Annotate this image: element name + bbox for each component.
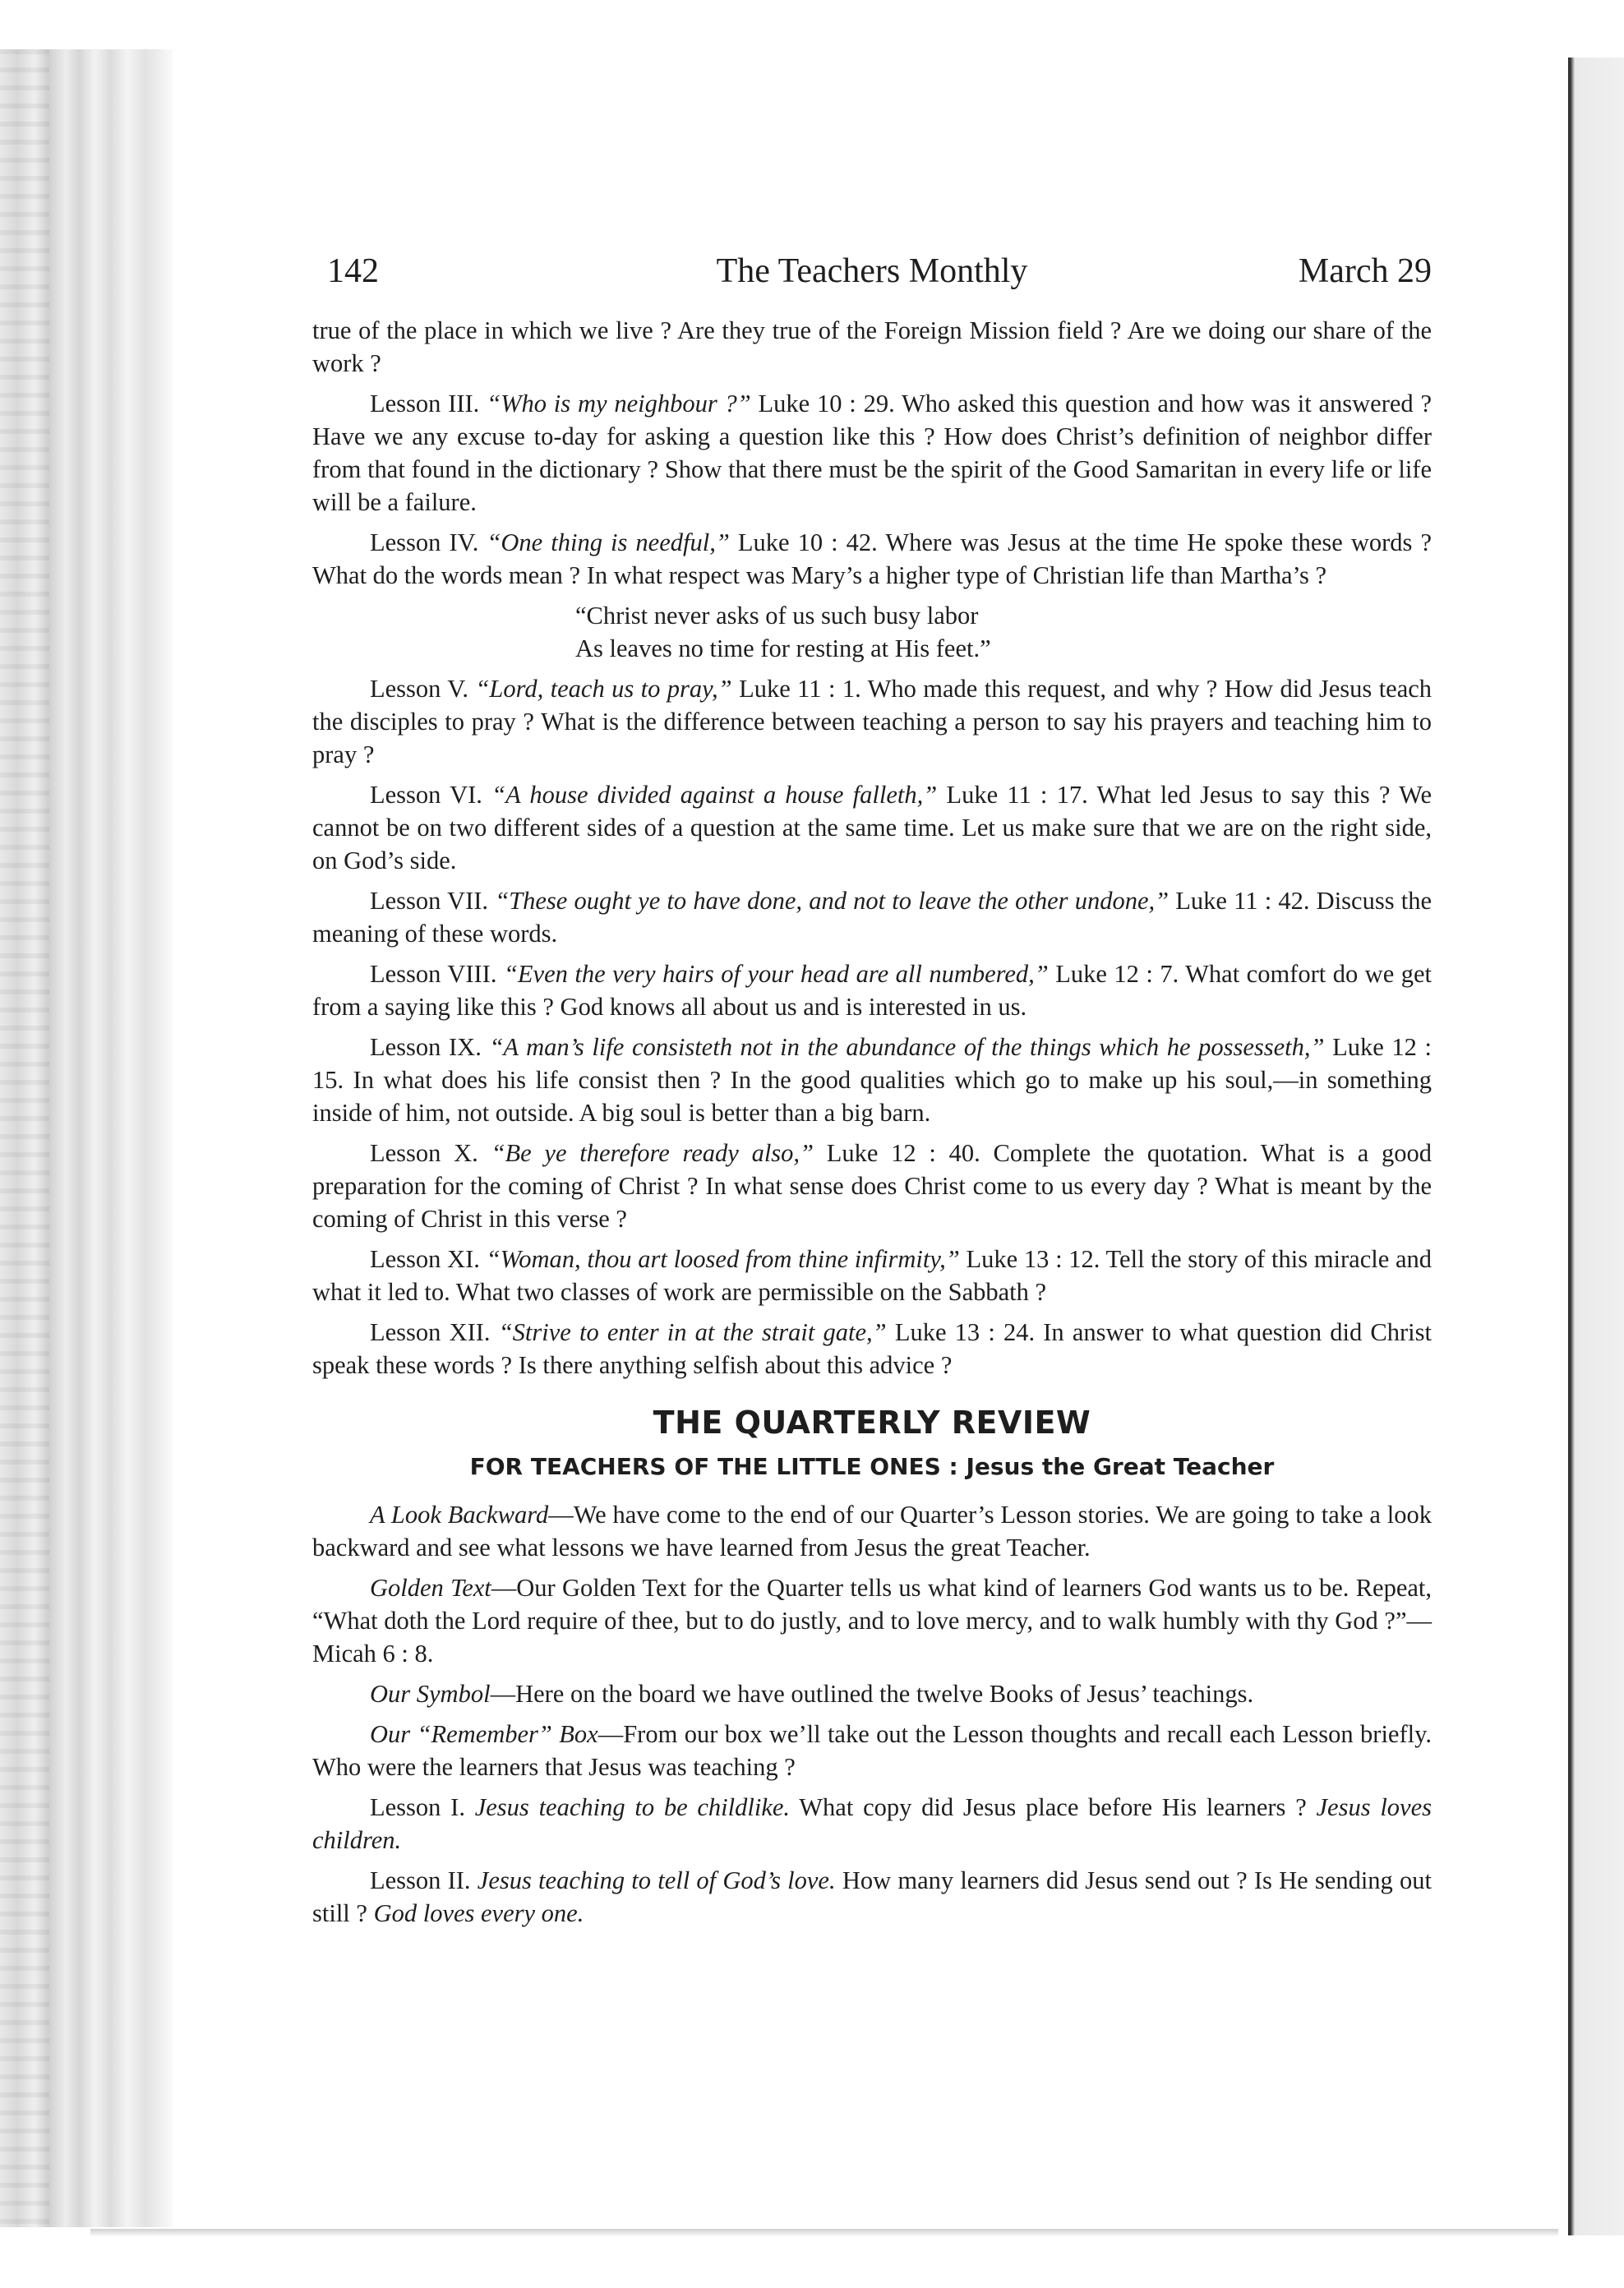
lesson-takeaway: God loves every one. bbox=[373, 1899, 584, 1927]
article-body bbox=[312, 314, 1432, 1930]
page-content bbox=[312, 247, 1432, 1937]
lesson-text: Luke 12 : 15. In what does his life consist then ? In the good qualities which go to make up his soul,—in something inside of him, not outside. A big soul is better than a big barn. bbox=[312, 1033, 1433, 1127]
review-lesson bbox=[312, 1791, 1432, 1857]
review-text: —Our Golden Text for the Quarter tells us what kind of learners God wants us to be. Repeat, “What doth the Lord require of thee, but to do justly, and to love mercy, and to walk humbly with thy God ?”—Micah 6 : 8. bbox=[312, 1574, 1432, 1668]
lesson-paragraph bbox=[312, 778, 1432, 877]
lesson-quote: “A man’s life consisteth not in the abundance of the things which he possesseth,” bbox=[489, 1033, 1325, 1061]
lesson-label: Lesson V. bbox=[370, 675, 468, 703]
review-heading: Our “Remember” Box bbox=[370, 1720, 598, 1748]
lesson-takeaway: Jesus loves children. bbox=[312, 1793, 1432, 1854]
lesson-quote: “These ought ye to have done, and not to leave the other undone,” bbox=[495, 887, 1170, 915]
book-edge-bottom bbox=[90, 2229, 1558, 2237]
lesson-paragraph bbox=[312, 1137, 1432, 1235]
lesson-quote: “Lord, teach us to pray,” bbox=[475, 675, 732, 703]
lesson-quote: “Who is my neighbour ?” bbox=[487, 390, 751, 417]
lesson-text: How many learners did Jesus send out ? Is He sending out still ? bbox=[312, 1866, 1432, 1927]
lesson-label: Lesson VI. bbox=[370, 781, 482, 809]
section-title: THE QUARTERLY REVIEW bbox=[653, 1405, 1091, 1441]
lesson-text: Luke 11 : 42. Discuss the meaning of these words. bbox=[312, 887, 1433, 948]
lesson-quote: “A house divided against a house falleth,” bbox=[491, 781, 938, 809]
lesson-text: Luke 10 : 29. Who asked this question and how was it answered ? Have we any excuse to-day for asking a question like this ? How does Christ’s definition of neighbor differ from that found in the dictionary ? Show that there must be the spirit of the Good Samaritan in every life or life will be a failure. bbox=[312, 390, 1433, 516]
lesson-topic: Jesus teaching to be childlike. bbox=[474, 1793, 791, 1821]
lesson-text: Luke 12 : 40. Complete the quotation. What is a good preparation for the coming of Christ ? In what sense does Christ come to us every day ? What is meant by the coming of Christ in this verse ? bbox=[312, 1139, 1433, 1233]
poem-quote bbox=[575, 599, 1432, 665]
lesson-label: Lesson XI. bbox=[370, 1245, 480, 1273]
lesson-paragraph bbox=[312, 884, 1432, 950]
lesson-paragraph bbox=[312, 672, 1432, 771]
book-edge-shadow bbox=[0, 49, 49, 2227]
review-paragraph bbox=[312, 1498, 1432, 1564]
review-lesson bbox=[312, 1864, 1432, 1930]
journal-title: The Teachers Monthly bbox=[716, 252, 1028, 290]
review-heading: Golden Text bbox=[370, 1574, 491, 1602]
lesson-text: What copy did Jesus place before His learners ? bbox=[799, 1793, 1307, 1821]
lesson-quote: “Strive to enter in at the strait gate,” bbox=[498, 1318, 887, 1346]
lesson-label: Lesson VIII. bbox=[370, 960, 497, 988]
lesson-text: Luke 13 : 24. In answer to what question did Christ speak these words ? Is there anything selfish about this advice ? bbox=[312, 1318, 1432, 1379]
lesson-topic: Jesus teaching to tell of God’s love. bbox=[477, 1866, 836, 1894]
lesson-label: Lesson X. bbox=[370, 1139, 478, 1167]
lesson-label: Lesson XII. bbox=[370, 1318, 491, 1346]
lesson-quote: “Be ye therefore ready also,” bbox=[491, 1139, 814, 1167]
lesson-paragraph bbox=[312, 1316, 1432, 1382]
running-head bbox=[312, 247, 1432, 296]
book-edge-right bbox=[1568, 58, 1624, 2235]
lesson-text: Luke 11 : 17. What led Jesus to say this ? We cannot be on two different sides of a question at the same time. Let us make sure that we are on the right side, on God’s side. bbox=[312, 781, 1433, 874]
lesson-label: Lesson I. bbox=[370, 1793, 465, 1821]
lesson-text: Luke 10 : 42. Where was Jesus at the time He spoke these words ? What do the words mean ? In what respect was Mary’s a higher type of Christian life than Martha’s ? bbox=[312, 528, 1432, 589]
lesson-text: Luke 11 : 1. Who made this request, and why ? How did Jesus teach the disciples to pray ? What is the difference between teaching a person to say his prayers and teaching him to pray ? bbox=[312, 675, 1433, 768]
review-text: —We have come to the end of our Quarter’s Lesson stories. We are going to take a look backward and see what lessons we have learned from Jesus the great Teacher. bbox=[312, 1501, 1433, 1561]
issue-date: March 29 bbox=[1298, 252, 1432, 290]
poem-line: “Christ never asks of us such busy labor bbox=[575, 602, 979, 630]
review-heading: Our Symbol bbox=[370, 1680, 491, 1708]
lesson-label: Lesson II. bbox=[370, 1866, 471, 1894]
lesson-quote: “One thing is needful,” bbox=[487, 528, 730, 556]
lesson-text: Luke 12 : 7. What comfort do we get from a saying like this ? God knows all about us and is interested in us. bbox=[312, 960, 1432, 1021]
lesson-paragraph bbox=[312, 957, 1432, 1023]
lesson-label: Lesson VII. bbox=[370, 887, 489, 915]
section-subtitle: FOR TEACHERS OF THE LITTLE ONES : Jesus the Great Teacher bbox=[469, 1453, 1275, 1480]
review-paragraph bbox=[312, 1677, 1432, 1710]
lesson-label: Lesson IV. bbox=[370, 528, 479, 556]
review-paragraph bbox=[312, 1571, 1432, 1670]
paragraph-text: true of the place in which we live ? Are they true of the Foreign Mission field ? Are we doing our share of the work ? bbox=[312, 316, 1432, 377]
lesson-paragraph bbox=[312, 1243, 1432, 1308]
page-number: 142 bbox=[327, 252, 379, 290]
review-heading: A Look Backward bbox=[370, 1501, 549, 1529]
lesson-label: Lesson IX. bbox=[370, 1033, 482, 1061]
lesson-quote: “Even the very hairs of your head are all numbered,” bbox=[503, 960, 1049, 988]
review-paragraph bbox=[312, 1718, 1432, 1783]
lesson-label: Lesson III. bbox=[370, 390, 480, 417]
poem-line: As leaves no time for resting at His feet.” bbox=[575, 634, 991, 662]
paragraph-continued bbox=[312, 314, 1432, 380]
lesson-text: Luke 13 : 12. Tell the story of this miracle and what it led to. What two classes of work are permissible on the Sabbath ? bbox=[312, 1245, 1433, 1306]
review-text: —From our box we’ll take out the Lesson thoughts and recall each Lesson briefly. Who were the learners that Jesus was teaching ? bbox=[312, 1720, 1432, 1781]
lesson-quote: “Woman, thou art loosed from thine infirmity,” bbox=[486, 1245, 960, 1273]
review-text: —Here on the board we have outlined the twelve Books of Jesus’ teachings. bbox=[490, 1680, 1254, 1708]
lesson-paragraph bbox=[312, 526, 1432, 592]
lesson-paragraph bbox=[312, 387, 1432, 519]
lesson-paragraph bbox=[312, 1031, 1432, 1129]
